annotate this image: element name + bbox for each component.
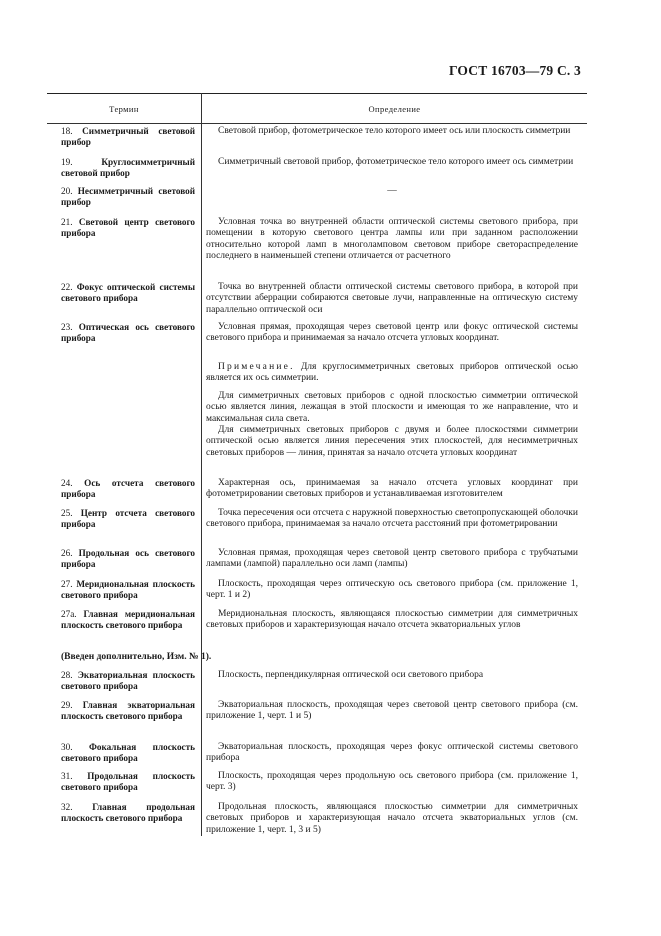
definition-31: Плоскость, проходящая через продольную ось светового прибора (см. приложение 1, черт. 3) [206,771,578,793]
term-23: 23. Оптическая ось светового прибора [61,322,195,344]
amendment-note: (Введен дополнительно, Изм. № 1). [61,652,212,662]
definition-23: Условная прямая, проходящая через световой центр или фокус оптической системы светового прибора и принимаемая за начало отсчета угловых координат. [206,322,578,344]
definition-20: — [387,186,397,196]
definition-21: Условная точка во внутренней области оптической системы светового прибора, при помещении в которую светового центра лампы или при заданном расположении относительно которой ламп в многоламповом световом приборе светораспределение последнего в наименьшей степени отличается от расчетного [206,217,578,262]
term-28: 28. Экваториальная плоскость светового прибора [61,670,195,692]
term-20: 20. Несимметричный световой прибор [61,186,196,208]
term-19: 19. Круглосимметричный световой прибор [61,157,195,179]
definition-27a: Меридиональная плоскость, являющаяся плоскостью симметрии для симметричных световых приборов и характеризующая начало отсчета экваториальных углов [206,609,578,631]
term-31: 31. Продольная плоскость светового прибора [61,771,195,793]
column-divider [201,93,202,836]
term-26: 26. Продольная ось светового прибора [61,548,195,570]
term-30: 30. Фокальная плоскость светового прибора [61,742,195,764]
definition-28: Плоскость, перпендикулярная оптической оси светового прибора [218,670,484,680]
term-24: 24. Ось отсчета светового прибора [61,478,195,500]
column-header-term: Термин [109,104,139,114]
term-27: 27. Меридиональная плоскость светового прибора [61,579,195,601]
definition-18: Световой прибор, фотометрическое тело которого имеет ось или плоскость симметрии [218,126,571,136]
term-32: 32. Главная продольная плоскость светового прибора [61,802,195,824]
page-header: ГОСТ 16703—79 С. 3 [448,63,581,78]
definition-22: Точка во внутренней области оптической системы светового прибора, в которой при отсутствии аберрации собираются световые лучи, направленные на оптическую систему параллельно оптической оси [206,282,578,315]
term-22: 22. Фокус оптической системы светового прибора [61,282,195,304]
term-25: 25. Центр отсчета светового прибора [61,508,195,530]
term-18: 18. Симметричный световой прибор [61,126,196,148]
definition-32: Продольная плоскость, являющаяся плоскостью симметрии для симметричных световых приборов и характеризующая начало отсчета экваториальных углов (см. приложение 1, черт. 1, 3 и 5) [206,802,578,835]
definition-23-note-p2: Для симметричных световых приборов с одной плоскостью симметрии оптической осью является линия, лежащая в этой плоскости и имеющая то же направление, что и максимальная сила света. [206,391,578,424]
table-top-rule [47,93,587,94]
definition-23-note: Примечание. Для круглосимметричных световых приборов оптической осью является их ось симметрии. [206,362,578,384]
definition-27: Плоскость, проходящая через оптическую ось светового прибора (см. приложение 1, черт. 1 и 2) [206,579,578,601]
term-29: 29. Главная экваториальная плоскость светового прибора [61,700,195,722]
definition-24: Характерная ось, принимаемая за начало отсчета угловых координат при фотометрировании световых приборов и устанавливаемая изготовителем [206,478,578,500]
term-27a: 27а. Главная меридиональная плоскость светового прибора [61,609,195,631]
term-21: 21. Световой центр светового прибора [61,217,195,239]
definition-23-note-p3: Для симметричных световых приборов с двумя и более плоскостями симметрии оптической осью является линия пересечения этих плоскостей, для несимметричных световых приборов — линия, принятая за начало отсчета угловых координат [206,425,578,458]
definition-30: Экваториальная плоскость, проходящая через фокус оптической системы светового прибора [206,742,578,764]
definition-29: Экваториальная плоскость, проходящая через световой центр светового прибора (см. приложение 1, черт. 1 и 5) [206,700,578,722]
definition-25: Точка пересечения оси отсчета с наружной поверхностью светопропускающей оболочки светового прибора, принимаемая за начало отсчета расстояний при фотометрировании [206,508,578,530]
definition-26: Условная прямая, проходящая через световой центр светового прибора с трубчатыми лампами (лампой) параллельно оси ламп (лампы) [206,548,578,570]
column-header-definition: Определение [368,104,421,114]
table-header-rule [47,123,587,124]
definition-19: Симметричный световой прибор, фотометрическое тело которого имеет ось симметрии [218,157,574,167]
